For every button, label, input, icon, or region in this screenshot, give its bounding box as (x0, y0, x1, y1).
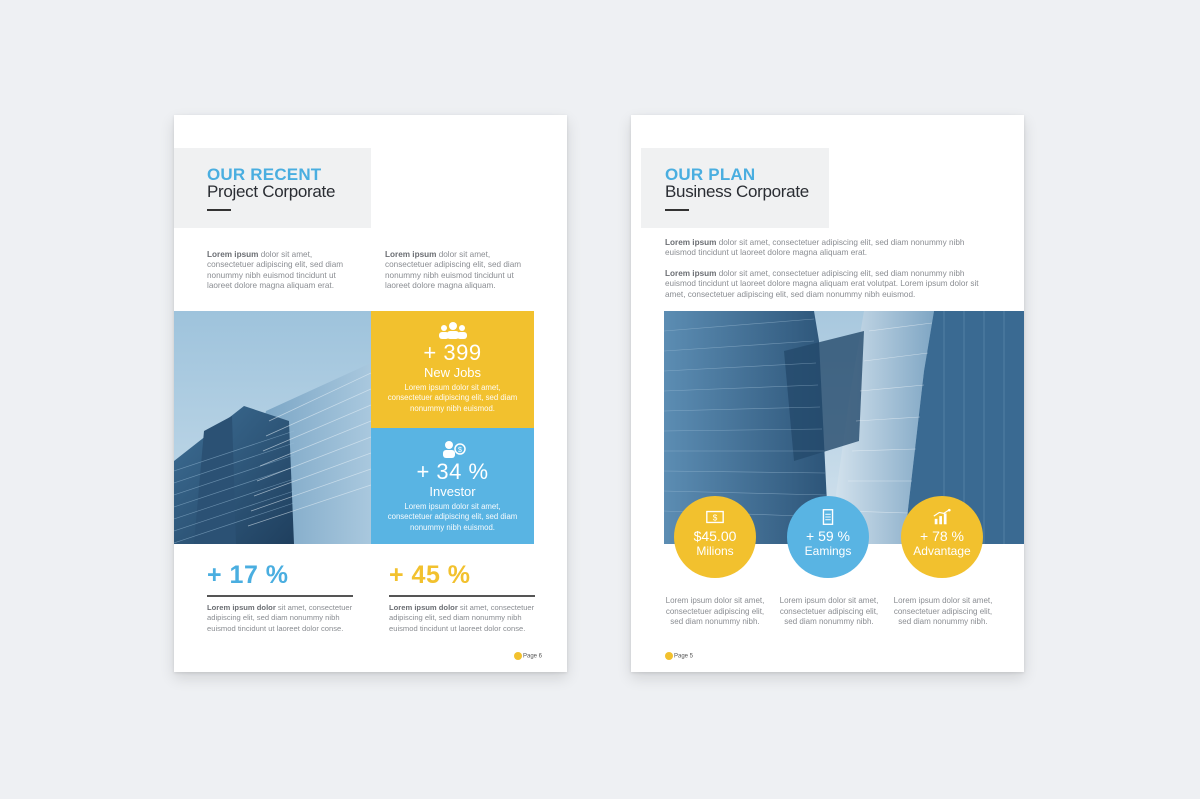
intro-paragraph-right: Lorem ipsum dolor sit amet, consectetuer adipiscing elit, sed diam nonummy nibh euismod tincidunt ut laoreet dolore magna aliquam. (385, 250, 522, 291)
circle-value: $45.00 (693, 528, 737, 544)
column-text: Lorem ipsum dolor sit amet, consectetuer adipiscing elit, sed diam nonummy nibh. (893, 596, 993, 626)
stat-label: Investor (429, 484, 476, 499)
stat-block-investor (371, 428, 534, 544)
page-dot-icon (665, 652, 673, 660)
stat-description: Lorem ipsum dolor sit amet, consectetuer adipiscing elit, sed diam nonummy nibh euismod. (387, 383, 518, 413)
money-icon (705, 508, 725, 526)
circle-label: Advantage (913, 544, 971, 558)
page-title: Project Corporate (207, 182, 336, 201)
building-photo (174, 311, 371, 544)
bottom-stat-value: + 45 % (389, 561, 471, 589)
intro-paragraph: Lorem ipsum dolor sit amet, consectetuer adipiscing elit, sed diam nonummy nibh euismod tincidunt ut laoreet dolore magna aliquam erat volutpat. Lorem ipsum dolor sit amet, consectetuer adipiscing elit, sed diam nonummy nibh euismod. (665, 269, 979, 299)
stat-value: + 399 (423, 340, 482, 365)
circle-label: Milions (696, 544, 734, 558)
circle-value: + 59 % (806, 528, 850, 544)
stat-circle-advantage (901, 496, 983, 578)
page-number: Page 5 (665, 652, 693, 660)
investor-icon (438, 440, 468, 458)
page-title-accent: OUR RECENT (207, 165, 322, 184)
divider (389, 595, 535, 597)
stat-description: Lorem ipsum dolor sit amet, consectetuer adipiscing elit, sed diam nonummy nibh euismod. (387, 502, 518, 532)
stat-circle-millions (674, 496, 756, 578)
growth-chart-icon (932, 508, 952, 526)
document-icon (818, 508, 838, 526)
stat-value: + 34 % (416, 459, 489, 484)
title-underline (207, 209, 231, 211)
divider (207, 595, 353, 597)
svg-text:$: $ (457, 447, 462, 454)
intro-paragraph: Lorem ipsum dolor sit amet, consectetuer adipiscing elit, sed diam nonummy nibh euismod tincidunt ut laoreet dolore magna aliquam erat. (665, 238, 965, 258)
intro-paragraph-left: Lorem ipsum dolor sit amet, consectetuer adipiscing elit, sed diam nonummy nibh euismod tincidunt ut laoreet dolore magna aliquam erat. (207, 250, 344, 291)
circle-value: + 78 % (920, 528, 964, 544)
stat-circle-earnings (787, 496, 869, 578)
stat-block-new-jobs (371, 311, 534, 428)
bottom-stat-description: Lorem ipsum dolor sit amet, consectetuer adipiscing elit, sed diam nonummy nibh euismod tincidunt ut laoreet dolor conse. (389, 603, 535, 633)
brochure-page-left (174, 115, 567, 672)
brochure-page-right (631, 115, 1024, 672)
stat-label: New Jobs (423, 365, 482, 380)
page-number: Page 6 (514, 652, 542, 660)
page-dot-icon (514, 652, 522, 660)
svg-text:$: $ (712, 513, 718, 523)
bottom-stat-value: + 17 % (207, 561, 289, 589)
column-text: Lorem ipsum dolor sit amet, consectetuer adipiscing elit, sed diam nonummy nibh. (665, 596, 765, 626)
column-text: Lorem ipsum dolor sit amet, consectetuer adipiscing elit, sed diam nonummy nibh. (779, 596, 879, 626)
bottom-stat-description: Lorem ipsum dolor sit amet, consectetuer adipiscing elit, sed diam nonummy nibh euismod tincidunt ut laoreet dolor conse. (207, 603, 353, 633)
circle-label: Eamings (804, 544, 852, 558)
title-underline (665, 209, 689, 211)
page-title-accent: OUR PLAN (665, 165, 756, 184)
people-icon (438, 321, 468, 339)
page-title: Business Corporate (665, 182, 809, 201)
